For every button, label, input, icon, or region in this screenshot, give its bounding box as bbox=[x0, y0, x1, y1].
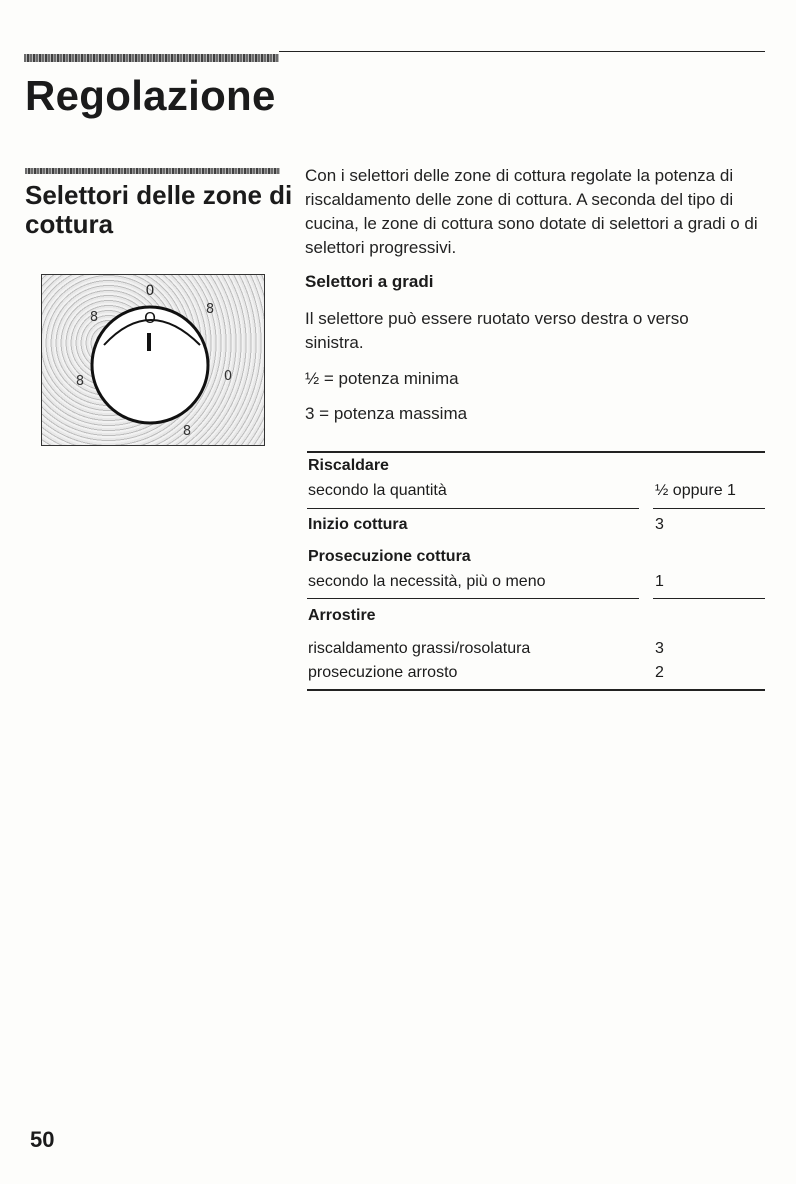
dial-label-off: O bbox=[144, 309, 156, 327]
row-value: 2 bbox=[655, 664, 664, 681]
row-title: Prosecuzione cottura bbox=[308, 548, 471, 565]
intro-paragraph: Con i selettori delle zone di cottura regolate la potenza di riscaldamento delle zone di cottura. A seconda del tipo di cucina, le zone di cottura sono dotate di selettori a gradi o di selettori progressivi. bbox=[305, 166, 758, 257]
page-number: 50 bbox=[30, 1127, 55, 1152]
page-title: Regolazione bbox=[25, 72, 276, 119]
row-value: ½ oppure 1 bbox=[655, 482, 736, 499]
row-rule-right bbox=[653, 598, 765, 599]
row-title: Inizio cottura bbox=[308, 516, 408, 533]
row-value: 3 bbox=[655, 516, 664, 533]
level-max-line: 3 = potenza massima bbox=[305, 404, 468, 423]
row-value: 1 bbox=[655, 573, 664, 590]
row-rule-left bbox=[307, 508, 639, 509]
dial-label-right: 0 bbox=[223, 369, 233, 384]
table-bottom-rule bbox=[307, 689, 765, 691]
row-value: 3 bbox=[655, 640, 664, 657]
header-band bbox=[24, 54, 279, 62]
row-rule-left bbox=[307, 598, 639, 599]
dial-label-0: 0 bbox=[145, 283, 155, 299]
row-detail: secondo la necessità, più o meno bbox=[308, 573, 546, 590]
row-detail: secondo la quantità bbox=[308, 482, 447, 499]
dial-illustration bbox=[41, 274, 265, 446]
row-detail: prosecuzione arrosto bbox=[308, 664, 458, 681]
knob-icon bbox=[42, 275, 264, 445]
row-rule-right bbox=[653, 508, 765, 509]
section-title: Selettori delle zone di cottura bbox=[25, 180, 293, 239]
level-min-line: ½ = potenza minima bbox=[305, 369, 459, 388]
table-top-rule bbox=[307, 451, 765, 453]
subsection-heading: Selettori a gradi bbox=[305, 272, 434, 291]
row-detail: riscaldamento grassi/rosolatura bbox=[308, 640, 531, 657]
dial-label-right-top: 8 bbox=[205, 302, 215, 317]
row-title: Arrostire bbox=[308, 607, 376, 624]
header-rule bbox=[279, 51, 765, 52]
dial-label-left-top: 8 bbox=[89, 310, 99, 325]
subsection-description: Il selettore può essere ruotato verso destra o verso sinistra. bbox=[305, 309, 689, 352]
dial-label-bottom: 8 bbox=[182, 424, 192, 439]
section-band bbox=[25, 168, 280, 174]
row-title: Riscaldare bbox=[308, 457, 389, 474]
dial-label-left: 8 bbox=[75, 374, 85, 389]
